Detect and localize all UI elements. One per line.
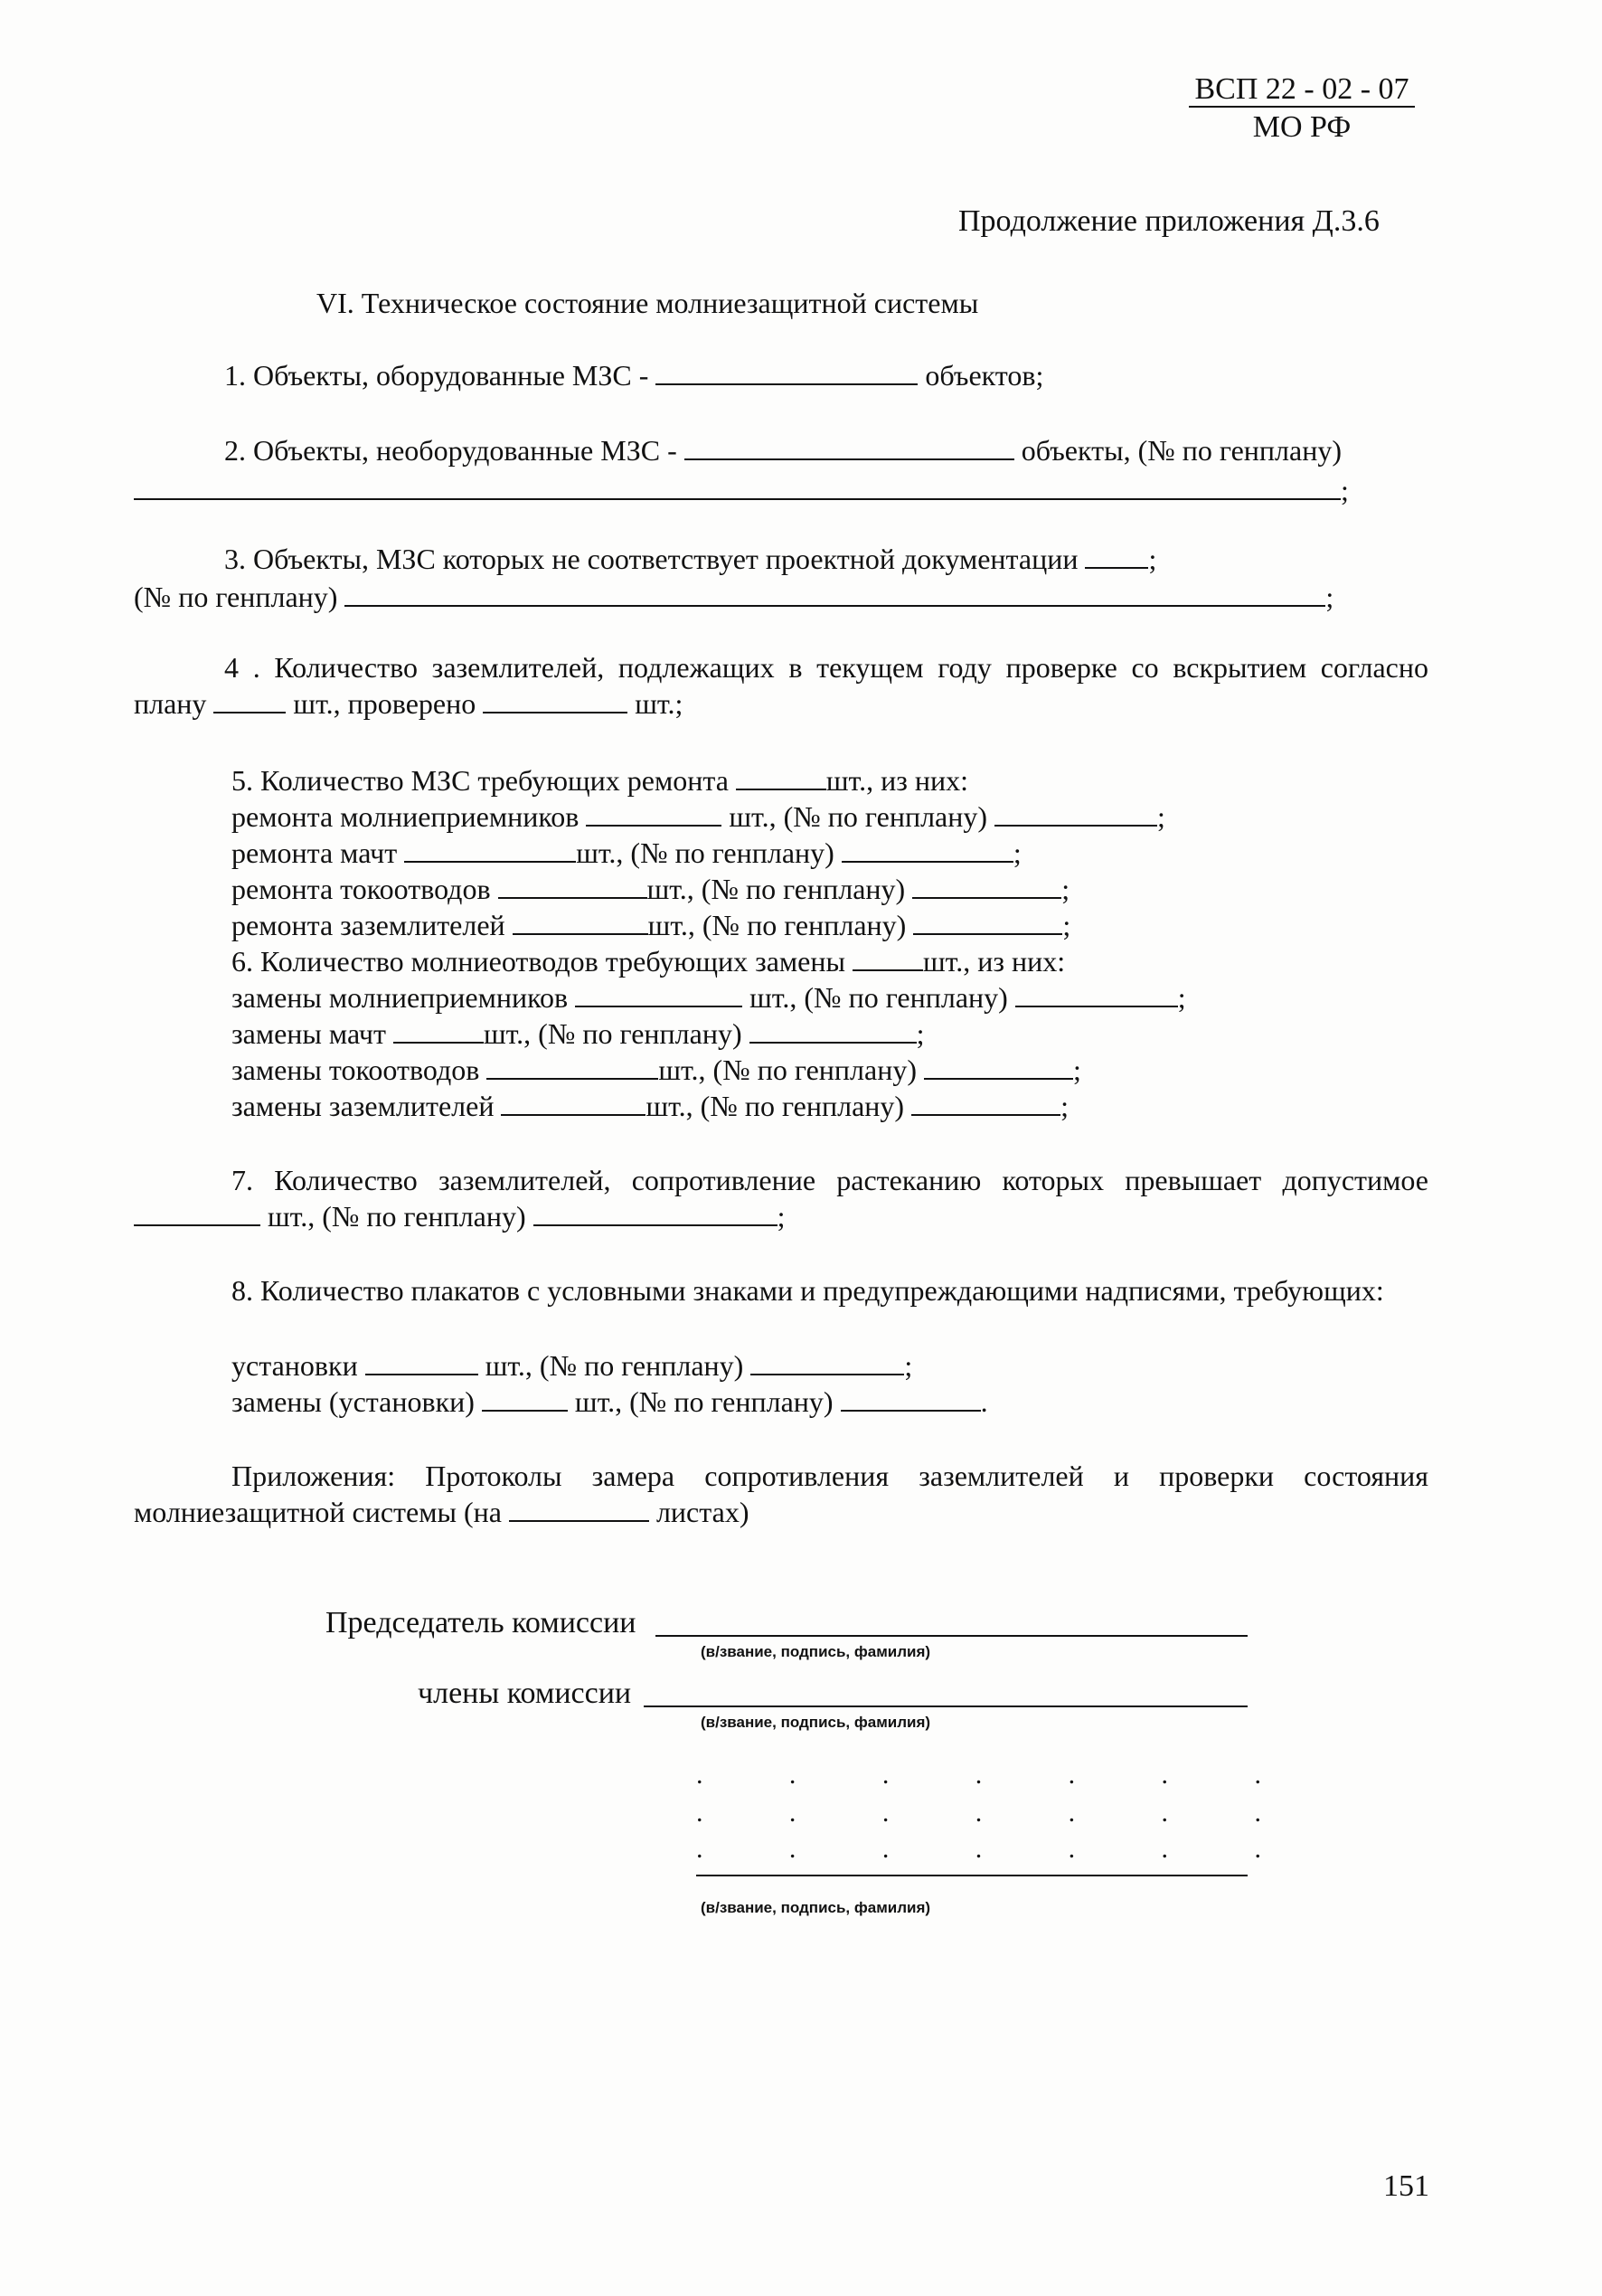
item-6d [231, 1088, 1069, 1124]
text-span: 3. Объекты, МЗС которых не соответствует проектной документации [224, 543, 1079, 575]
text-span: замены (установки) [231, 1385, 475, 1418]
text-span: . [1161, 1760, 1169, 1790]
text-span: ; [1177, 981, 1186, 1014]
item-8a [231, 1347, 912, 1384]
text-span: шт., (№ по генплану) [576, 836, 834, 869]
item-3 [224, 541, 1156, 577]
text-span: . [881, 1834, 890, 1864]
doc-org: МО РФ [1252, 110, 1352, 144]
text-span: шт., (№ по генплану) [647, 909, 907, 941]
item-6b [231, 1016, 924, 1052]
text-span: ; [1061, 873, 1070, 905]
text-span: шт., из них: [923, 945, 1066, 978]
text-span: шт., проверено [293, 687, 476, 720]
text-span: замены молниеприемников [231, 981, 569, 1014]
section-title: VI. Техническое состояние молниезащитной системы [316, 287, 979, 319]
text-span: . [1068, 1834, 1076, 1864]
text-span: шт., из них: [825, 764, 969, 797]
text-span: 1. Объекты, оборудованные МЗС - [224, 359, 649, 392]
text-span: замены заземлителей [231, 1090, 495, 1122]
chair-caption: (в/звание, подпись, фамилия) [701, 1643, 931, 1660]
item-2 [224, 432, 1342, 468]
text-span: ; [1341, 474, 1349, 506]
text-span: объекты, (№ по генплану) [1021, 434, 1342, 467]
text-span: шт., (№ по генплану) [646, 873, 906, 905]
item-6c [231, 1052, 1081, 1088]
blank [994, 803, 1157, 827]
blank [513, 912, 648, 935]
text-span: ; [1072, 1054, 1081, 1086]
blank [498, 875, 647, 899]
attachments [134, 1458, 1428, 1530]
blank [913, 912, 1062, 935]
blank [655, 362, 918, 385]
text-span: . [1068, 1760, 1076, 1790]
text-span: шт.; [635, 687, 683, 720]
blank [911, 1092, 1060, 1116]
text-span: . [975, 1760, 983, 1790]
item-5b [231, 835, 1022, 871]
members-label: члены комиссии [418, 1677, 632, 1710]
text-span: . [1254, 1760, 1261, 1790]
doc-code: ВСП 22 - 02 - 07 [1189, 72, 1414, 108]
text-span: ; [1013, 836, 1022, 869]
text-span: ; [1060, 1090, 1069, 1122]
item-5c [231, 871, 1070, 907]
text-span: ремонта токоотводов [231, 873, 491, 905]
text-span: . [1068, 1798, 1076, 1828]
item-5a [231, 798, 1165, 835]
item-8b [231, 1384, 988, 1420]
text-span: . [696, 1760, 703, 1790]
blank [842, 839, 1013, 863]
text-span: шт., (№ по генплану) [268, 1200, 526, 1233]
text-span: ; [1062, 909, 1071, 941]
item-1 [224, 357, 1043, 393]
members-signature-line [644, 1705, 1248, 1707]
blank [586, 803, 721, 827]
page-number: 151 [1383, 2169, 1429, 2203]
item-5d [231, 907, 1070, 943]
blank [575, 984, 742, 1007]
text-span: ; [916, 1017, 925, 1050]
text-span: шт., (№ по генплану) [658, 1054, 917, 1086]
text-span: . [975, 1798, 983, 1828]
text-span: . [1254, 1834, 1261, 1864]
text-span: ремонта молниеприемников [231, 800, 580, 833]
item-5-title [231, 762, 968, 798]
text-span: ; [777, 1200, 786, 1233]
blank [853, 948, 923, 971]
item-7 [134, 1162, 1428, 1234]
blank [404, 839, 576, 863]
text-span: ; [1325, 581, 1334, 613]
text-span: листах) [655, 1496, 749, 1528]
text-span: ; [904, 1349, 913, 1382]
blank [486, 1056, 658, 1080]
text-span: шт., (№ по генплану) [646, 1090, 905, 1122]
text-span: ремонта мачт [231, 836, 398, 869]
text-span: ремонта заземлителей [231, 909, 505, 941]
blank [213, 690, 286, 713]
text-span: шт., (№ по генплану) [574, 1385, 834, 1418]
text-span: . [696, 1798, 703, 1828]
text-span: установки [231, 1349, 358, 1382]
blank [482, 1388, 568, 1412]
text-span: 4 . Количество заземлителей, подлежащих в текущем году проверке со вскрытием согласно плану [134, 651, 1428, 720]
text-span: . [1254, 1798, 1261, 1828]
blank [134, 1203, 260, 1226]
extra-members-signature-line [696, 1875, 1248, 1876]
text-span: шт., (№ по генплану) [485, 1349, 744, 1382]
extra-members-caption: (в/звание, подпись, фамилия) [701, 1899, 931, 1916]
item-4 [134, 649, 1428, 722]
blank [1085, 545, 1148, 569]
text-span: замены токоотводов [231, 1054, 480, 1086]
text-span: . [788, 1760, 796, 1790]
blank [483, 690, 627, 713]
text-span: . [881, 1760, 890, 1790]
text-span: шт., (№ по генплану) [729, 800, 988, 833]
blank [736, 767, 826, 790]
text-span: . [788, 1834, 796, 1864]
blank [750, 1352, 904, 1375]
text-span: замены мачт [231, 1017, 386, 1050]
text-span: . [1161, 1834, 1169, 1864]
text-span: 5. Количество МЗС требующих ремонта [231, 764, 729, 797]
blank [924, 1056, 1073, 1080]
text-span: Приложения: Протоколы замера сопротивления заземлителей и проверки состояния молниезащитной системы (на [134, 1460, 1428, 1528]
blank [841, 1388, 981, 1412]
text-span: ; [1157, 800, 1165, 833]
dot-row [696, 1762, 1261, 1789]
chair-signature-line [655, 1635, 1248, 1637]
text-span: (№ по генплану) [134, 581, 338, 613]
text-span: . [975, 1834, 983, 1864]
text-span: 2. Объекты, необорудованные МЗС - [224, 434, 677, 467]
blank [393, 1020, 484, 1044]
item-6-title [231, 943, 1065, 979]
blank [684, 437, 1014, 460]
blank [912, 875, 1061, 899]
document-code [1166, 71, 1437, 146]
dot-row [696, 1800, 1261, 1827]
text-span: объектов; [925, 359, 1044, 392]
text-span: шт., (№ по генплану) [483, 1017, 742, 1050]
blank [749, 1020, 917, 1044]
text-span: . [980, 1385, 988, 1418]
blank [501, 1092, 646, 1116]
text-span: 6. Количество молниеотводов требующих замены [231, 945, 845, 978]
text-span: шт., (№ по генплану) [749, 981, 1008, 1014]
item-6a [231, 979, 1186, 1016]
blank [134, 477, 1341, 500]
item-2-line [134, 472, 1349, 508]
text-span: 8. Количество плакатов с условными знаками и предупреждающими надписями, требующих: [231, 1274, 1384, 1307]
blank [344, 583, 1325, 607]
dot-row [696, 1836, 1261, 1863]
blank [1015, 984, 1178, 1007]
text-span: ; [1148, 543, 1157, 575]
blank [365, 1352, 478, 1375]
text-span: . [881, 1798, 890, 1828]
item-3-line [134, 579, 1333, 615]
blank [509, 1498, 649, 1522]
text-span: 7. Количество заземлителей, сопротивление растеканию которых превышает допустимое [231, 1164, 1428, 1196]
chair-label: Председатель комиссии [325, 1606, 636, 1639]
text-span: . [788, 1798, 796, 1828]
appendix-label: Продолжение приложения Д.3.6 [958, 204, 1380, 238]
blank [533, 1203, 777, 1226]
members-caption: (в/звание, подпись, фамилия) [701, 1714, 931, 1731]
item-8 [134, 1272, 1428, 1309]
text-span: . [1161, 1798, 1169, 1828]
text-span: . [696, 1834, 703, 1864]
